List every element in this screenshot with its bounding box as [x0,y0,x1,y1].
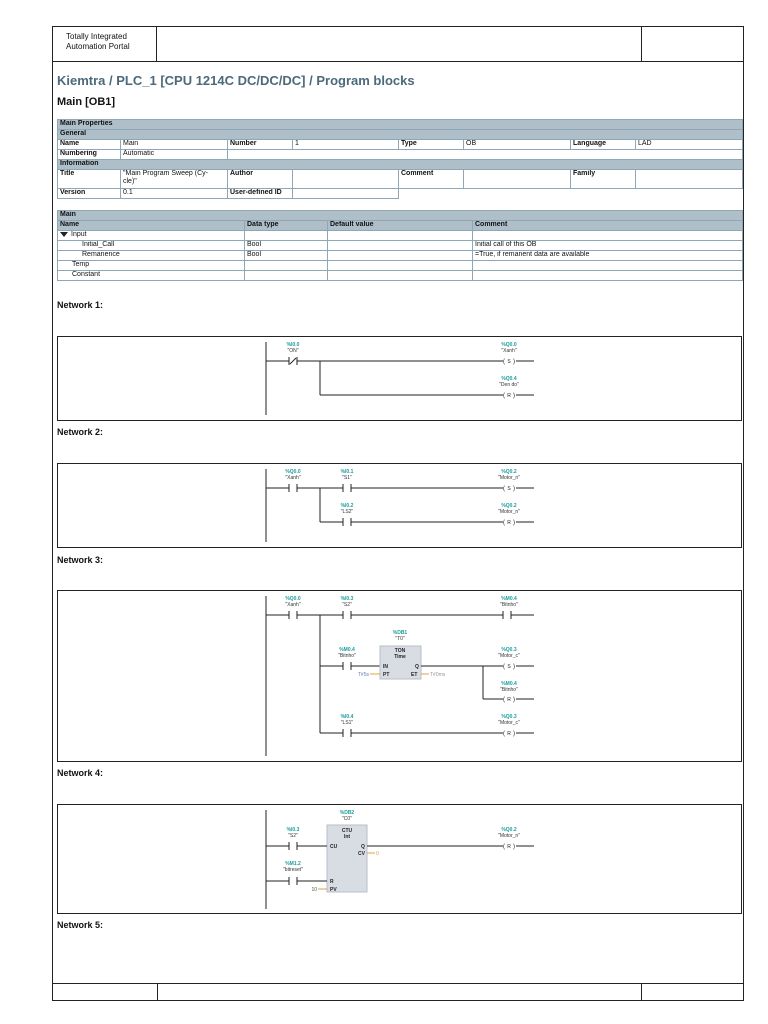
pin-pv: PV [330,887,337,893]
uid-label: User-defined ID [228,189,293,199]
title-value [121,170,228,189]
section-information: Information [58,160,743,170]
section-main: Main [58,211,743,221]
page-header [53,27,743,62]
empty-cell [328,261,473,271]
var-comment: =True, if remanent data are available [473,251,743,261]
ctu-label: CTU [341,828,353,834]
empty-cell [328,251,473,261]
author-label: Author [228,170,293,189]
nc-contact-slash [290,358,296,364]
page-footer [53,983,743,1000]
coil-type: S [507,486,511,492]
timer-db-address: %DB1 [392,630,408,636]
collapse-triangle-icon[interactable] [60,232,68,237]
numbering-label: Numbering [58,150,121,160]
coil-type: S [507,664,511,670]
contact-address: %I0.2 [340,503,354,509]
network-4-label: Network 4: [57,768,104,778]
title-value-line2: cle)" [123,178,137,185]
tia-portal-label [53,27,157,61]
contact-address: %M1.2 [285,861,301,867]
contact-tag: "ON" [287,348,299,354]
coil-right-paren: ) [513,844,515,850]
network-3 [57,590,742,762]
contact-address: %I0.1 [340,469,354,475]
pin-pt: PT [383,672,390,678]
contact-address: %I0.4 [340,714,354,720]
type-label: Type [399,140,464,150]
version-value: 0.1 [121,189,228,199]
network-1-label: Network 1: [57,300,104,310]
network-2 [57,463,742,548]
comment-label: Comment [399,170,464,189]
section-general: General [58,130,743,140]
empty-cell [228,150,743,160]
contact-address: %M0.4 [339,647,355,653]
coil-tag: "Xanh" [501,348,517,354]
numbering-value: Automatic [121,150,228,160]
footer-divider-left [157,984,158,1000]
header-line2: Automation Portal [66,42,130,51]
coil-left-paren: ( [503,697,505,703]
coil-address: %Q0.3 [501,647,517,653]
coil-type: S [507,359,511,365]
coil-tag: "Bitnho" [500,602,518,608]
coil-tag: "Motor_n" [498,509,520,515]
empty-cell [328,231,473,241]
title-value-line1: "Main Program Sweep (Cy- [123,170,208,177]
contact-tag: "bitreset" [283,867,303,873]
empty-cell [245,231,328,241]
number-value: 1 [293,140,399,150]
empty-cell [473,261,743,271]
timer-db-tag: "T0" [395,636,405,642]
coil-tag: "Bitnho" [500,687,518,693]
contact-tag: "Xanh" [285,475,301,481]
empty-cell [245,271,328,281]
var-name: Remanence [58,251,245,261]
contact-address: %I0.3 [340,596,354,602]
empty-cell [473,271,743,281]
input-label: Input [71,231,87,238]
coil-type: R [507,697,511,703]
network-3-diagram [58,591,743,763]
et-value: T#0ms [430,672,446,678]
var-name: Initial_Call [58,241,245,251]
network-4 [57,804,742,914]
empty-cell [328,271,473,281]
header-line1: Totally Integrated [66,32,127,41]
pin-cu: CU [330,844,338,850]
cv-value: 0 [376,851,379,857]
var-type: Bool [245,251,328,261]
coil-type: R [507,731,511,737]
author-value [293,170,399,189]
version-label: Version [58,189,121,199]
name-label: Name [58,140,121,150]
contact-tag: "LS2" [340,509,354,515]
empty-cell [399,189,743,199]
footer-divider-right [641,984,642,1000]
main-properties-table [57,119,743,199]
coil-tag: "Motor_n" [498,475,520,481]
pv-value: 10 [311,887,317,893]
network-5-label: Network 5: [57,920,104,930]
coil-type: R [507,393,511,399]
contact-tag: "LS1" [340,720,354,726]
breadcrumb: Kiemtra / PLC_1 [CPU 1214C DC/DC/DC] / Program blocks [57,73,415,88]
constant-label: Constant [58,271,245,281]
coil-right-paren: ) [513,486,515,492]
coil-tag: "Motor_n" [498,833,520,839]
title-label: Title [58,170,121,189]
pt-value: T#5s [357,672,369,678]
coil-address: %Q0.2 [501,469,517,475]
empty-cell [473,231,743,241]
interface-table [57,210,743,281]
pin-et: ET [411,672,418,678]
coil-type: R [507,844,511,850]
language-value: LAD [636,140,743,150]
contact-address: %Q0.0 [285,596,301,602]
coil-left-paren: ( [503,844,505,850]
family-value [636,170,743,189]
contact-tag: "Bitnho" [338,653,356,659]
coil-address: %Q0.2 [501,827,517,833]
ton-type: Time [394,654,406,660]
counter-db-tag: "C0" [342,816,352,822]
contact-address: %I0.3 [286,827,300,833]
network-2-diagram [58,464,743,549]
coil-left-paren: ( [503,664,505,670]
language-label: Language [571,140,636,150]
coil-tag: "Motor_c" [498,720,520,726]
network-3-label: Network 3: [57,555,104,565]
coil-right-paren: ) [513,520,515,526]
contact-tag: "S2" [288,833,298,839]
col-name: Name [58,221,245,231]
empty-cell [328,241,473,251]
block-title: Main [OB1] [57,96,116,108]
coil-left-paren: ( [503,359,505,365]
coil-right-paren: ) [513,359,515,365]
network-4-diagram [58,805,743,915]
coil-right-paren: ) [513,664,515,670]
coil-right-paren: ) [513,697,515,703]
uid-value [293,189,399,199]
contact-tag: "S1" [342,475,352,481]
col-default: Default value [328,221,473,231]
input-row[interactable] [58,231,245,241]
var-type: Bool [245,241,328,251]
type-value: OB [464,140,571,150]
coil-address: %Q0.0 [501,342,517,348]
number-label: Number [228,140,293,150]
coil-tag: "Motor_c" [498,653,520,659]
pin-in: IN [383,664,388,670]
network-1 [57,336,742,421]
section-main-properties: Main Properties [58,120,743,130]
coil-left-paren: ( [503,731,505,737]
network-1-diagram [58,337,743,422]
family-label: Family [571,170,636,189]
coil-right-paren: ) [513,393,515,399]
temp-label: Temp [58,261,245,271]
counter-db-address: %DB2 [339,810,355,816]
network-2-label: Network 2: [57,427,104,437]
empty-cell [245,261,328,271]
coil-address: %Q0.4 [501,376,517,382]
name-value: Main [121,140,228,150]
pin-r: R [330,879,334,885]
comment-value [464,170,571,189]
coil-type: R [507,520,511,526]
contact-address: %I0.0 [286,342,300,348]
coil-tag: "Den do" [499,382,519,388]
ctu-type: Int [343,834,351,840]
col-comment: Comment [473,221,743,231]
pin-q: Q [415,664,419,670]
pin-q: Q [361,844,365,850]
coil-left-paren: ( [503,393,505,399]
pin-cv: CV [358,851,365,857]
coil-right-paren: ) [513,731,515,737]
coil-left-paren: ( [503,520,505,526]
contact-address: %Q0.0 [285,469,301,475]
coil-left-paren: ( [503,486,505,492]
col-data-type: Data type [245,221,328,231]
coil-address: %M0.4 [501,681,517,687]
coil-address: %Q0.2 [501,503,517,509]
header-divider [641,27,642,61]
contact-tag: "S2" [342,602,352,608]
coil-address: %Q0.3 [501,714,517,720]
contact-tag: "Xanh" [285,602,301,608]
var-comment: Initial call of this OB [473,241,743,251]
ton-label: TON [394,648,406,654]
coil-address: %M0.4 [501,596,517,602]
